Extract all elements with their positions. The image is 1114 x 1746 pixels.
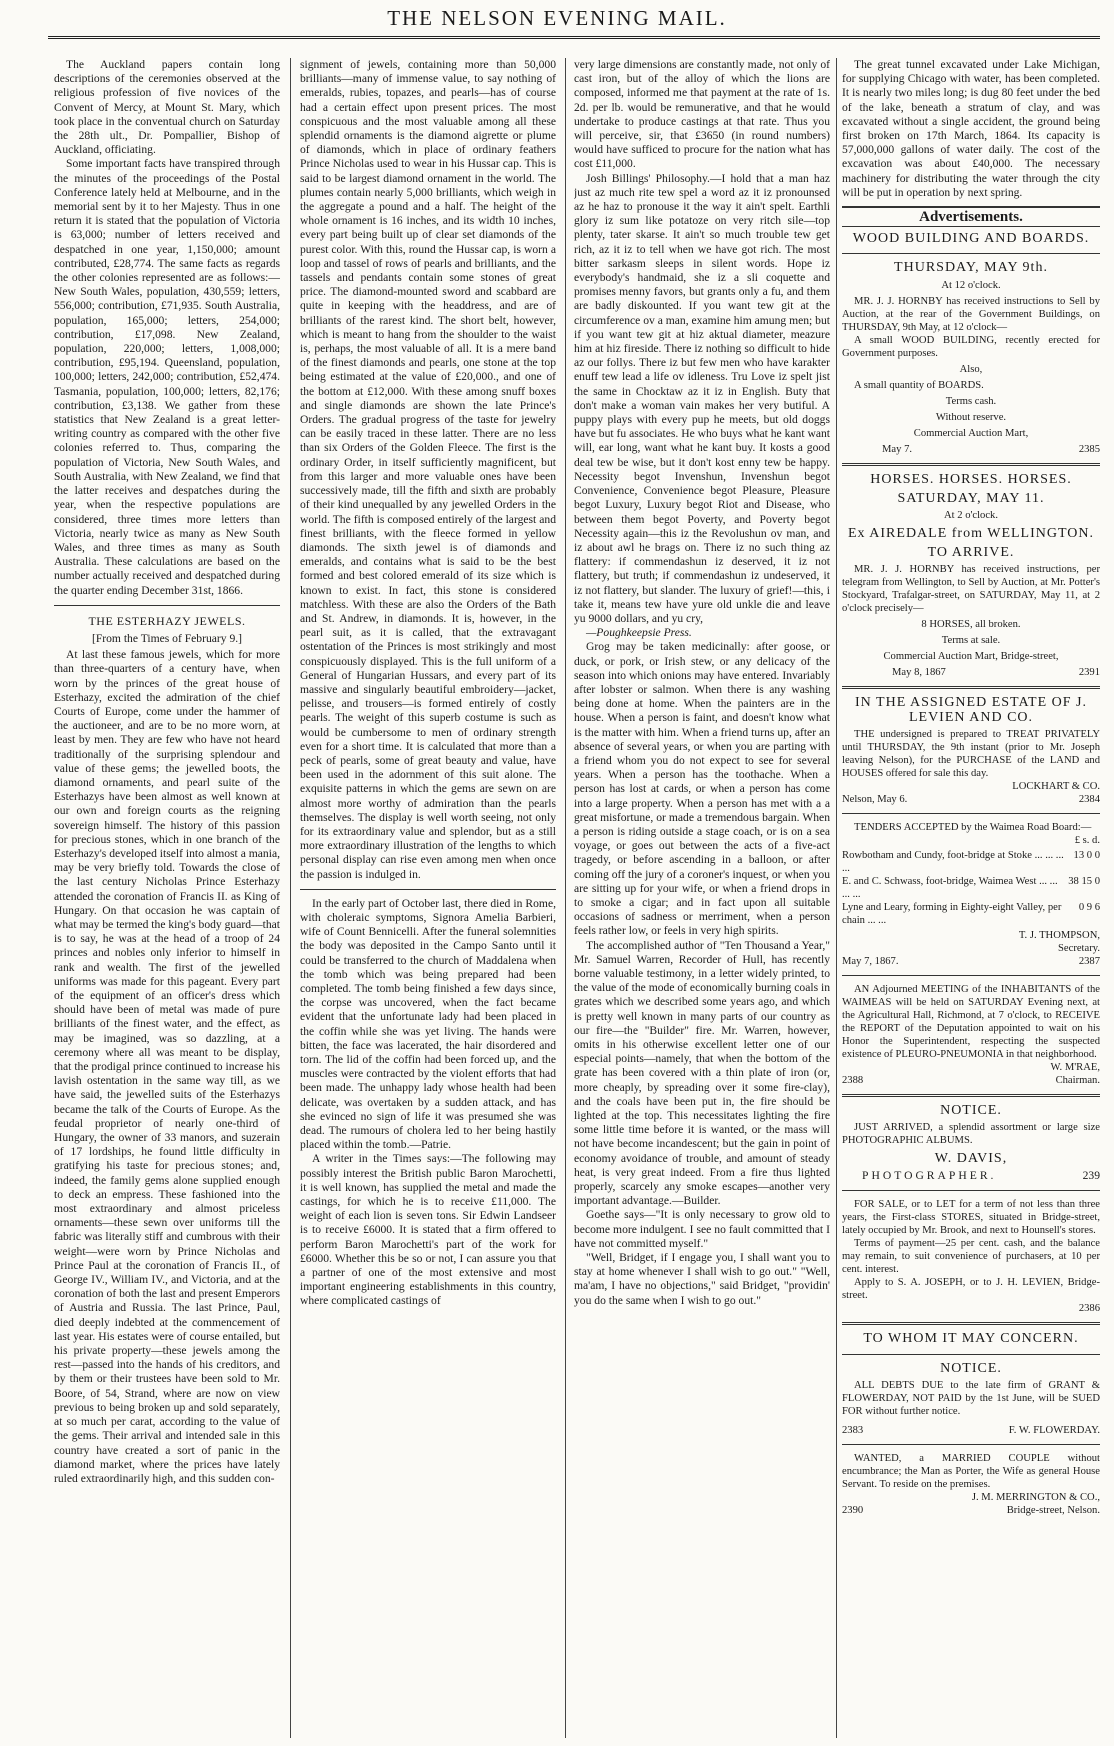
article-postal-conference: Some important facts have transpired through the minutes of the proceedings of the Postal Conference lately held at Melbourne, and in the memorial sent by it to her Majesty. Thus in one return it is stated that the population of Victoria is 63,000; number of letters received and despatched in one year, 1,150,000; amount contributed, £28,774. The same facts as regards the other colonies represented are as follows:—New South Wales, population, 430,559; letters, 556,000; contribution, £71,935. South Australia, population, 165,000; letters, 254,000; contribution, £17,098. New Zealand, population, 220,000; letters, 1,008,000; contribution, £95,194. Queensland, population, 100,000; letters, 242,000; contribution, £52,474. Tasmania, population, 100,000; letters, 82,176; contribution, £3,138. We gather from these statistics that New Zealand is a great letter-writing country as compared with the other five colonies referred to. Thus, comparing the population of Victoria, New South Wales, and South Australia, with New Zealand, we find that the latter receives and despatches during the year, when the respective populations are considered, three times more letters than Victoria, nearly twice as many as New South Wales, and three times as many as South Australia. These calculations are based on the number actually received and despatched during the quarter ending December 31st, 1866.: [54, 157, 280, 597]
ad-title: NOTICE.: [940, 1102, 1002, 1118]
ad-title: IN THE ASSIGNED ESTATE OF J. LEVIEN AND CO.: [855, 695, 1087, 725]
column-3: [574, 58, 830, 1740]
ad-body: MR. J. J. HORNBY has received instructions, per telegram from Wellington, to Sell by Auction, at Mr. Potter's Stockyard, Trafalgar-street, on SATURDAY, May 11, at 2 o'clock precisely—: [842, 564, 1100, 615]
ad-body: AN Adjourned MEETING of the INHABITANTS of the WAIMEAS will be held on SATURDAY Evening next, at the Agricultural Hall, Richmond, at 7 o'clock, to RECEIVE the REPORT of the Deputation appointed to wait on his Honor the Superintendent, respecting the suspected existence of PLEURO-PNEUMONIA in that neighborhood.: [842, 983, 1100, 1060]
ad-body: WANTED, a MARRIED COUPLE without encumbrance; the Man as Porter, the Wife as general House Servant. To reside on the premises.: [842, 1452, 1100, 1490]
ad-also: Also,: [959, 363, 983, 375]
source-line: [From the Times of February 9.]: [91, 631, 243, 645]
ad-reserve: Without reserve.: [935, 411, 1007, 423]
section-rule: [54, 605, 280, 606]
column-divider: [290, 58, 291, 1738]
ad-number: 2388: [842, 1074, 864, 1086]
tender-row: [842, 849, 1100, 875]
ad-wood-building: [842, 232, 1100, 455]
heading-esterhazy: THE ESTERHAZY JEWELS.: [88, 613, 246, 628]
ad-role: Chairman.: [1055, 1074, 1100, 1086]
ad-date: SATURDAY, MAY 11.: [897, 490, 1045, 506]
article-goethe: Goethe says—"It is only necessary to grow old to become more indulgent. I see no fault committed that I have not committed myself.": [574, 1208, 830, 1250]
section-rule: [300, 889, 556, 890]
article-builder-fire: The accomplished author of "Ten Thousand a Year," Mr. Samuel Warren, Recorder of Hull, has recently borne valuable testimony, in a letter widely printed, to the value of the mode of economically burning coals in grates which we described some years ago, and which is pretty well known in many parts of our country as our fire—the "Builder" fire. Mr. Warren, however, omits in his otherwise excellent letter one of our especial points—namely, that when the bottom of the grate has been covered with a thin plate of iron (or, more cheaply, by spreading over it some fire-clay), and the coals have been put in, the fire should be lighted at the top. This necessitates lighting the fire some little time before it is wanted, or the mass will not have become incandescent; but the gain in point of economy avoidance of trouble, and amount of steady heat, is very great indeed. From a fire thus lighted properly, scarcely any smoke escapes—another very important advantage.—Builder.: [574, 938, 830, 1208]
ad-signer: W. M'RAE,: [1050, 1061, 1100, 1073]
article-josh-billings: Josh Billings' Philosophy.—I hold that a man haz just az much rite tew spel a word az it iz pronounsed az he haz to pronouse it the way it ain't spelt. Earthli glory iz sum like potatoze on very ritch sile—top plenty, tater skarse. It ain't so much trouble tew get rich, az it iz to tell when we have got rich. The most bitter sarkasm sleeps in silent words. Hope iz everybody's handmaid, she iz a sli coquette and promises menny favors, but grants only a fu, and them are badly diskounted. If you want tew git at the circumference ov a man, examine him amung men; but if you want tew git at hiz aktual diameter, meazure him at hiz fireside. There iz nothing so difficult to hide az our follys. There iz but few men who have karakter enuff tew lead a life ov idleness. Tru Love iz spelt jist the same in Chocktaw az it iz in English. Buty that don't make a woman vain makes her very butiful. A puppy plays with every pup he meets, but old doggs have but fu associates. He who buys what he kant want will, ear long, want what he kant buy. It kosts a good deal tew be wise, but it don't kost enny tew be happy. Necessity begot Invenshun, Invenshun begot Convenience, Convenience begot Pleasure, Pleasure begot Luxury, Luxury begot Riot and Disease, who between them begot Poverty, and Poverty begot Necessity again—this iz the Revolushun ov man, and iz about awl he brags on. There iz no such thing az flattery: if commendashun iz deserved, it iz not flattery, but truth; if commendashun iz undeserved, it iz not flattery, but slander. The luxury of grief!—this, i take it, means tew have yure old unkle die and leave yu 9000 dollars, and yu cry,: [574, 171, 830, 625]
ad-time: At 2 o'clock.: [944, 510, 998, 522]
article-marochetti-cont: very large dimensions are constantly made, not only of cast iron, but of the alloy of which the lions are composed, informed me that payment at the rate of 1s. 2d. per lb. would be remunerative, and that he would undertake to produce castings at that rate. Thus you will perceive, sir, that £3650 (in round numbers) would have sufficed to procure for the nation what has cost £11,000.: [574, 58, 830, 171]
column-2: [300, 58, 556, 1740]
tender-label: Lyne and Leary, forming in Eighty-eight Valley, per chain ... ...: [842, 901, 1062, 926]
ad-name: W. DAVIS,: [934, 1151, 1008, 1167]
ad-separator: [842, 1444, 1100, 1445]
ad-separator: [842, 686, 1100, 689]
ad-waimea-meeting: [842, 983, 1100, 1087]
tender-row: [842, 901, 1100, 927]
ad-signer: LOCKHART & CO.: [1012, 780, 1100, 792]
ad-currency: £ s. d.: [1074, 834, 1100, 846]
ad-role: Secretary.: [1058, 942, 1100, 954]
tender-amount: 0 9 6: [1078, 901, 1100, 913]
ad-body: MR. J. J. HORNBY has received instructions to Sell by Auction, at the rear of the Government Buildings, on THURSDAY, 9th May, at 12 o'clock—: [842, 295, 1100, 333]
advertisements-header: Advertisements.: [842, 206, 1100, 227]
ad-body: THE undersigned is prepared to TREAT PRIVATELY until THURSDAY, the 9th instant (prior to Mr. Joseph leaving Nelson), for the PURCHASE of the LAND and HOUSES offered for sale this day.: [842, 728, 1100, 779]
ad-title: TO WHOM IT MAY CONCERN.: [863, 1331, 1079, 1347]
ad-number: 239: [1082, 1169, 1100, 1183]
article-esterhazy: At last these famous jewels, which for more than three-quarters of a century have, when worn by the princes of the great house of Esterhazy, excited the admiration of the chief Courts of Europe, come under the hammer of the auctioneer, and are to be no more worn, at least by men. They are few who have not heard traditionally of the surprising splendour and value of these gems; the jewelled boots, the diamond ornaments, and pearl suite of the Esterhazys have been almost as well known at our own and foreign courts as the reigning sovereign himself. The history of this passion for precious stones, which in one branch of the Esterhazy's developed itself into almost a mania, may be very briefly told. Towards the close of the last century Nicholas Prince Esterhazy attended the coronation of Francis II. as King of Hungary. On that occasion he was captain of what may be termed the king's body guard—that is to say, he was at the head of a troop of 24 princes and nobles only inferior to himself in rank and wealth. The first of the jewelled uniforms was made for this pageant. Every part of the equipment of an officer's dress which should have been of metal was made of pure brilliants of the finest water, and the effect, as may be imagined, was so dazzling, at a ceremony where all was meant to be display, that the prodigal prince continued to increase his lavish ostentation in the same way till, as we have said, the jewelled suits of the Esterhazys became the talk of the Courts of Europe. As the feudal proprietor of nearly one-third of Hungary, the owner of 33 manors, and suzerain of 17 lordships, he found little difficulty in gratifying his taste for precious stones; and, indeed, the family gems alone supplied enough to deck an empress. These fashioned into the most extraordinary and almost priceless ornaments—these sewn over uniforms till the fabric was literally stiff and cumbrous with their weight—were worn by Prince Nicholas and Prince Paul at the coronation of Francis II., of George IV., William IV., and Victoria, and at the coronation of both the last and present Emperors of Austria and Russia. The last Prince, Paul, died deeply indebted at the commencement of last year. His estates were of course entailed, but his private property—these jewels among the rest—passed into the hands of his creditors, and by them or their trustees have been sold to Mr. Boore, of 54, Strand, where are now on view previous to being broken up and sold separately, at so much per carat, according to the value of the gems. Their arrival and intended sale in this country have created a sort of panic in the diamond market, where the prices have lately ruled extraordinarily high, and this sudden con-: [54, 648, 280, 1485]
ad-separator: [842, 1322, 1100, 1325]
ad-apply: Apply to S. A. JOSEPH, or to J. H. LEVIEN, Bridge-street.: [842, 1277, 1100, 1302]
masthead: THE NELSON EVENING MAIL.: [387, 6, 727, 30]
ad-item: 8 HORSES, all broken.: [921, 619, 1021, 631]
tender-amount: 13 0 0: [1073, 849, 1100, 861]
ad-mart: Commercial Auction Mart, Bridge-street,: [883, 651, 1059, 663]
ad-number: 2387: [1078, 955, 1100, 967]
ad-body: ALL DEBTS DUE to the late firm of GRANT & FLOWERDAY, NOT PAID by the 1st June, will be SUED FOR without further notice.: [842, 1379, 1100, 1417]
ad-signer: J. M. MERRINGTON & CO.,: [971, 1491, 1100, 1503]
article-esterhazy-cont: signment of jewels, containing more than 50,000 brilliants—many of immense value, to say nothing of emeralds, rubies, topazes, and pearls—has of course had a certain effect upon present prices. The most conspicuous and the most valuable among all these splendid ornaments is the diamond aigrette or plume of diamonds, which in place of ordinary feathers Prince Nicholas used to wear in his Hussar cap. This is said to be largest diamond ornament in the world. The plumes contain nearly 5,000 brilliants, which weigh in the aggregate a pound and a half. The height of the whole ornament is 16 inches, and its width 10 inches, every part being built up of clear set diamonds of the purest color. With this, round the Hussar cap, is worn a loop and tassel of rows of pearls and brilliants, and the tassels and pendants contain some stones of great price. The diamond-mounted sword and scabbard are quite in keeping with the headdress, and are of brilliants of the rarest kind. The short belt, however, which is meant to hang from the shoulder to the waist is, perhaps, the most valuable of all. It is a mere band of the finest diamonds and pearls, one stone at the top being estimated at the value of £20,000., and one of the bottom at £12,000. With these among snuff boxes and single diamonds are shown the late Prince's Orders. The gradual progress of the taste for jewelry can be easily traced in these latter. There are no less than six Orders of the Golden Fleece. The first is the ordinary Order, in itself sufficiently magnificent, but from this larger and more valuable ones have been successively made, till the fifth and sixth are probably of their kind unequalled by any jewelled Orders in the world. The fifth is composed entirely of the largest and finest brilliants, with the fleece formed in yellow diamonds. The sixth jewel is of diamonds and emeralds, and contains what is said to be the best formed and best colored emerald of its size which is known to exist. In fact, this stone is considered matchless. With these are also the Orders of the Bath and St. Andrew, in diamonds. It is, however, in the pearl suit, as it is called, that the extravagant ostentation of the Princes is most strikingly and most conspicuously displayed. This is the full uniform of a General of Hungarian Hussars, and every part of its massive and singularly beautiful embroidery—jacket, pelisse, and trousers—is formed entirely of costly pearls. The weight of this superb costume is such as would be cumbersome to men of ordinary strength even for a short time. It is calculated that more than a peck of pearls, some of great beauty and value, have been used in the adornment of this suit alone. The exquisite patterns in which the gems are sewn on are almost more worthy of admiration than the pearls themselves. The display is well worth seeing, not only for its extraordinary value and splendor, but as a still more extraordinary illustration of the lengths to which personal display can rise even among men when once the passion is indulged in.: [300, 58, 556, 881]
ad-wanted-couple: [842, 1452, 1100, 1517]
ad-rule: [842, 253, 1100, 254]
article-grog: Grog may be taken medicinally: after goose, or duck, or pork, or Irish stew, or any delicacy of the season into which onions may have entered. Invariably after lobster or salmon. When there is any washing being done at home. When the painters are in the house. When a person is faint, and doesn't know what is the matter with him. When a friend turns up, after an absence of several years, or when you are parting with a friend whom you do not expect to see for several years. When a person has the toothache. When a person has lost at cards, or when a person has come into a large property. When a person has met with a a great misfortune, or made a tremendous bargain. When a person is riding outside a stage coach, or is on a sea voyage, or goes out between the acts of a five-act tragedy, or before ascending in a balloon, or after coming off the jury of a coroner's inquest, or when you are sitting up for your wife, or when a friend drops in to smoke a cigar; and in fact upon all suitable occasions of sadness or merriment, when a person feels rather low, or feels in very high spirits.: [574, 640, 830, 938]
ad-place: Nelson, May 6.: [842, 793, 908, 805]
ad-mart-date: May 7.: [882, 443, 913, 455]
ad-mart: Commercial Auction Mart,: [913, 427, 1029, 439]
column-divider: [836, 58, 837, 1738]
ad-body: JUST ARRIVED, a splendid assortment or large size PHOTOGRAPHIC ALBUMS.: [842, 1122, 1100, 1147]
ad-horses: [842, 473, 1100, 680]
ad-signer: F. W. FLOWERDAY.: [1008, 1424, 1100, 1436]
article-marochetti: A writer in the Times says:—The following may possibly interest the British public Baron Marochetti, it is well known, has supplied the metal and made the castings, for which he is to receive £11,000. The weight of each lion is seven tons. Sir Edwin Landseer is to receive £6000. It is stated that a firm offered to perform Baron Marochetti's part of the work for £6000. Whether this be so or not, I can assure you that a partner of one of the most extensive and most important engineering establishments in this country, where complicated castings of: [300, 1152, 556, 1308]
ad-trade: PHOTOGRAPHER.: [862, 1169, 997, 1183]
ad-number: 2384: [1078, 793, 1100, 805]
ad-tenders: [842, 821, 1100, 968]
article-convent: The Auckland papers contain long descriptions of the ceremonies observed at the religious profession of five novices of the Convent of Mercy, at Mount St. Mary, which took place in the conventual church on Saturday the 28th ult., Dr. Pompallier, Bishop of Auckland, officiating.: [54, 58, 280, 157]
ad-number: 2390: [842, 1504, 864, 1516]
ad-number: 2383: [842, 1424, 864, 1436]
ad-separator: [842, 463, 1100, 466]
ad-notice: NOTICE.: [940, 1360, 1002, 1376]
masthead-rule: [48, 36, 1100, 39]
tender-amount: 38 15 0: [1068, 875, 1100, 887]
ad-number: 2385: [1078, 443, 1100, 455]
ad-title: HORSES. HORSES. HORSES.: [870, 471, 1072, 487]
column-4: [842, 58, 1100, 1740]
ad-body: FOR SALE, or to LET for a term of not less than three years, the First-class STORES, situated in Bridge-street, lately occupied by Mr. Brook, and next to Hounsell's stores.: [842, 1199, 1100, 1237]
ad-separator: [842, 1190, 1100, 1191]
ad-time: At 12 o'clock.: [941, 279, 1001, 291]
ad-stores-for-sale: [842, 1198, 1100, 1315]
ad-address: Bridge-street, Nelson.: [1006, 1504, 1100, 1516]
ad-separator: [842, 813, 1100, 814]
ad-arrive: TO ARRIVE.: [927, 545, 1015, 561]
ad-ship: Ex AIREDALE from WELLINGTON.: [848, 526, 1094, 542]
josh-billings-source: —Poughkeepsie Press.: [586, 626, 692, 640]
ad-signer: T. J. THOMPSON,: [1018, 929, 1100, 941]
ad-date: THURSDAY, MAY 9th.: [894, 260, 1048, 276]
ad-terms: Terms at sale.: [941, 635, 1001, 647]
ad-levien-estate: [842, 696, 1100, 805]
ad-rule: [842, 1354, 1100, 1355]
article-chicago-tunnel: The great tunnel excavated under Lake Michigan, for supplying Chicago with water, has been completed. It is nearly two miles long; is dug 80 feet under the bed of the lake, beneath a stratum of clay, and was excavated without a single accident, the ground being first broken on 17th March, 1864. Its capacity is 57,000,000 gallons of water daily. The cost of the excavation was about £40,000. The necessary machinery for distributing the water through the city will be put in operation by next spring.: [842, 58, 1100, 199]
ad-flowerday-notice: [842, 1332, 1100, 1436]
column-1: [54, 58, 280, 1740]
column-divider: [565, 58, 566, 1738]
ad-title: WOOD BUILDING AND BOARDS.: [852, 231, 1090, 247]
ad-item: A small quantity of BOARDS.: [854, 379, 984, 391]
tender-label: E. and C. Schwass, foot-bridge, Waimea West ... ... ... ...: [842, 875, 1058, 900]
ad-item: A small WOOD BUILDING, recently erected for Government purposes.: [842, 334, 1100, 359]
ad-separator: [842, 975, 1100, 976]
ad-terms: Terms of payment—25 per cent. cash, and the balance may remain, to suit convenience of purchasers, at 10 per cent. interest.: [842, 1238, 1100, 1276]
ad-number: 2391: [1078, 667, 1100, 679]
article-bridget: "Well, Bridget, if I engage you, I shall want you to stay at home whenever I shall wish to go out." "Well, ma'am, I have no objections," said Bridget, "providin' you do the same when I wish to go out.": [574, 1251, 830, 1307]
ad-separator: [842, 1094, 1100, 1097]
ad-mart-date: May 8, 1867: [892, 667, 946, 679]
ad-date: May 7, 1867.: [842, 955, 899, 967]
ad-photographic-albums: [842, 1104, 1100, 1184]
ad-number: 2386: [1078, 1303, 1100, 1315]
article-barbieri: In the early part of October last, there died in Rome, with choleraic symptoms, Signora Amelia Barbieri, wife of Count Bennicelli. After the funeral solemnities the body was deposited in the Campo Santo until it could be transferred to the church of Maddalena when the tomb which was being prepared had been completed. The tomb being finished a few days since, the corpse was uncovered, when the fact became evident that the unfortunate lady had been placed in the coffin while she was yet living. The hands were bitten, the face was lacerated, the hair disordered and torn. The lid of the coffin had been forced up, and the muscles were contracted by the violent efforts that had been made. The unhappy lady whose health had been delicate, was overtaken by a sudden attack, and has she evinced no sign of life it was presumed she was dead. The rumours of cholera led to her being hastily placed within the tomb.—Patrie.: [300, 896, 556, 1152]
tender-row: [842, 875, 1100, 901]
ad-terms: Terms cash.: [945, 395, 997, 407]
ad-body: TENDERS ACCEPTED by the Waimea Road Board:—: [854, 821, 1092, 833]
tender-table: [842, 849, 1100, 927]
tender-label: Rowbotham and Cundy, foot-bridge at Stoke ... ... ... ...: [842, 849, 1064, 874]
